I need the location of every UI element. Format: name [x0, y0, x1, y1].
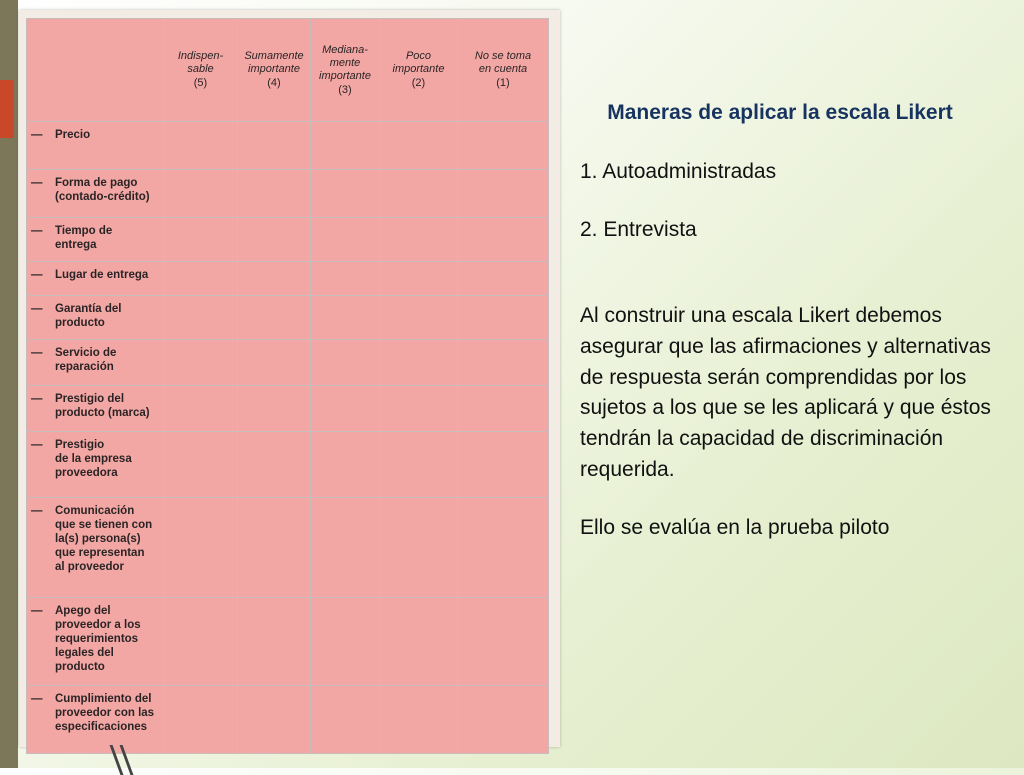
response-cell — [458, 122, 549, 170]
response-cell — [458, 340, 549, 386]
table-row — [27, 122, 549, 170]
response-cell — [238, 598, 311, 686]
response-cell — [238, 686, 311, 754]
response-cell — [458, 262, 549, 296]
response-cell — [238, 340, 311, 386]
accent-bar — [0, 80, 14, 138]
response-cell — [380, 262, 458, 296]
row-label-cell — [27, 262, 164, 296]
row-label-text: Comunicación que se tienen con la(s) persona(s) que representan al proveedor — [55, 505, 153, 573]
header-scale-4: Sumamente importante (4) — [238, 19, 311, 122]
response-cell — [458, 170, 549, 218]
row-dash: — — [31, 129, 43, 141]
table-row — [27, 262, 549, 296]
row-label-text: Prestigio de la empresa proveedora — [55, 439, 132, 479]
response-cell — [380, 340, 458, 386]
response-cell — [311, 340, 380, 386]
closing-paragraph: Ello se evalúa en la prueba piloto — [580, 515, 890, 539]
response-cell — [238, 498, 311, 598]
response-cell — [458, 498, 549, 598]
response-cell — [458, 218, 549, 262]
response-cell — [164, 340, 238, 386]
list-item-autoadministradas: 1. Autoadministradas — [580, 160, 777, 183]
response-cell — [164, 686, 238, 754]
response-cell — [238, 218, 311, 262]
response-cell — [164, 218, 238, 262]
row-label-cell — [27, 386, 164, 432]
row-dash: — — [31, 505, 43, 517]
header-empty-cell — [27, 19, 164, 122]
response-cell — [311, 432, 380, 498]
response-cell — [311, 686, 380, 754]
row-dash: — — [31, 605, 43, 617]
response-cell — [238, 432, 311, 498]
row-dash: — — [31, 439, 43, 451]
response-cell — [238, 386, 311, 432]
table-row — [27, 386, 549, 432]
response-cell — [164, 386, 238, 432]
response-cell — [380, 498, 458, 598]
response-cell — [458, 598, 549, 686]
row-dash: — — [31, 347, 43, 359]
response-cell — [380, 296, 458, 340]
row-label-text: Apego del proveedor a los requerimientos legales del producto — [55, 605, 141, 673]
row-dash: — — [31, 177, 43, 189]
response-cell — [311, 598, 380, 686]
row-dash: — — [31, 269, 43, 281]
row-label-text: Cumplimiento del proveedor con las especificaciones — [55, 693, 155, 733]
response-cell — [380, 432, 458, 498]
response-cell — [311, 218, 380, 262]
response-cell — [238, 122, 311, 170]
table-row — [27, 218, 549, 262]
table-row — [27, 170, 549, 218]
row-label-cell — [27, 122, 164, 170]
row-label-cell — [27, 340, 164, 386]
row-dash: — — [31, 393, 43, 405]
row-label-text: Precio — [55, 129, 91, 141]
response-cell — [238, 262, 311, 296]
response-cell — [311, 170, 380, 218]
response-cell — [311, 386, 380, 432]
response-cell — [164, 122, 238, 170]
response-cell — [458, 386, 549, 432]
table-row — [27, 498, 549, 598]
response-cell — [380, 218, 458, 262]
response-cell — [164, 498, 238, 598]
response-cell — [164, 598, 238, 686]
header-scale-1: No se toma en cuenta (1) — [458, 19, 549, 122]
table-row — [27, 598, 549, 686]
row-dash: — — [31, 303, 43, 315]
list-item-entrevista: 2. Entrevista — [580, 218, 697, 241]
row-dash: — — [31, 693, 43, 705]
response-cell — [380, 170, 458, 218]
row-label-cell — [27, 598, 164, 686]
response-cell — [311, 498, 380, 598]
response-cell — [238, 296, 311, 340]
response-cell — [380, 598, 458, 686]
response-cell — [311, 122, 380, 170]
row-dash: — — [31, 225, 43, 237]
response-cell — [380, 686, 458, 754]
row-label-text: Prestigio del producto (marca) — [55, 393, 150, 419]
table-header-row — [27, 19, 549, 122]
row-label-cell — [27, 170, 164, 218]
response-cell — [311, 262, 380, 296]
header-scale-3: Mediana- mente importante (3) — [311, 19, 380, 122]
response-cell — [380, 122, 458, 170]
row-label-text: Garantía del producto — [55, 303, 122, 329]
response-cell — [164, 170, 238, 218]
table-row — [27, 686, 549, 754]
row-label-text: Servicio de reparación — [55, 347, 117, 373]
row-label-cell — [27, 432, 164, 498]
response-cell — [238, 170, 311, 218]
row-label-cell — [27, 686, 164, 754]
row-label-cell — [27, 498, 164, 598]
row-label-text: Lugar de entrega — [55, 269, 149, 281]
header-scale-2: Poco importante (2) — [380, 19, 458, 122]
response-cell — [164, 262, 238, 296]
row-label-text: Tiempo de entrega — [55, 225, 113, 251]
slide-title: Maneras de aplicar la escala Likert — [607, 101, 953, 124]
likert-scale-table — [26, 18, 549, 754]
row-label-cell — [27, 296, 164, 340]
response-cell — [311, 296, 380, 340]
header-scale-5: Indispen- sable (5) — [164, 19, 238, 122]
response-cell — [164, 432, 238, 498]
row-label-cell — [27, 218, 164, 262]
response-cell — [458, 432, 549, 498]
table-row — [27, 296, 549, 340]
response-cell — [458, 686, 549, 754]
response-cell — [164, 296, 238, 340]
response-cell — [380, 386, 458, 432]
slide-text-panel — [580, 96, 1000, 565]
row-label-text: Forma de pago (contado-crédito) — [55, 177, 150, 203]
response-cell — [458, 296, 549, 340]
table-row — [27, 432, 549, 498]
table-row — [27, 340, 549, 386]
body-paragraph: Al construir una escala Likert debemos asegurar que las afirmaciones y alternativas de respuesta serán comprendidas por los sujetos a los que se les aplicará y que éstos tendrán la capacidad de discriminación requerida. — [580, 304, 991, 481]
